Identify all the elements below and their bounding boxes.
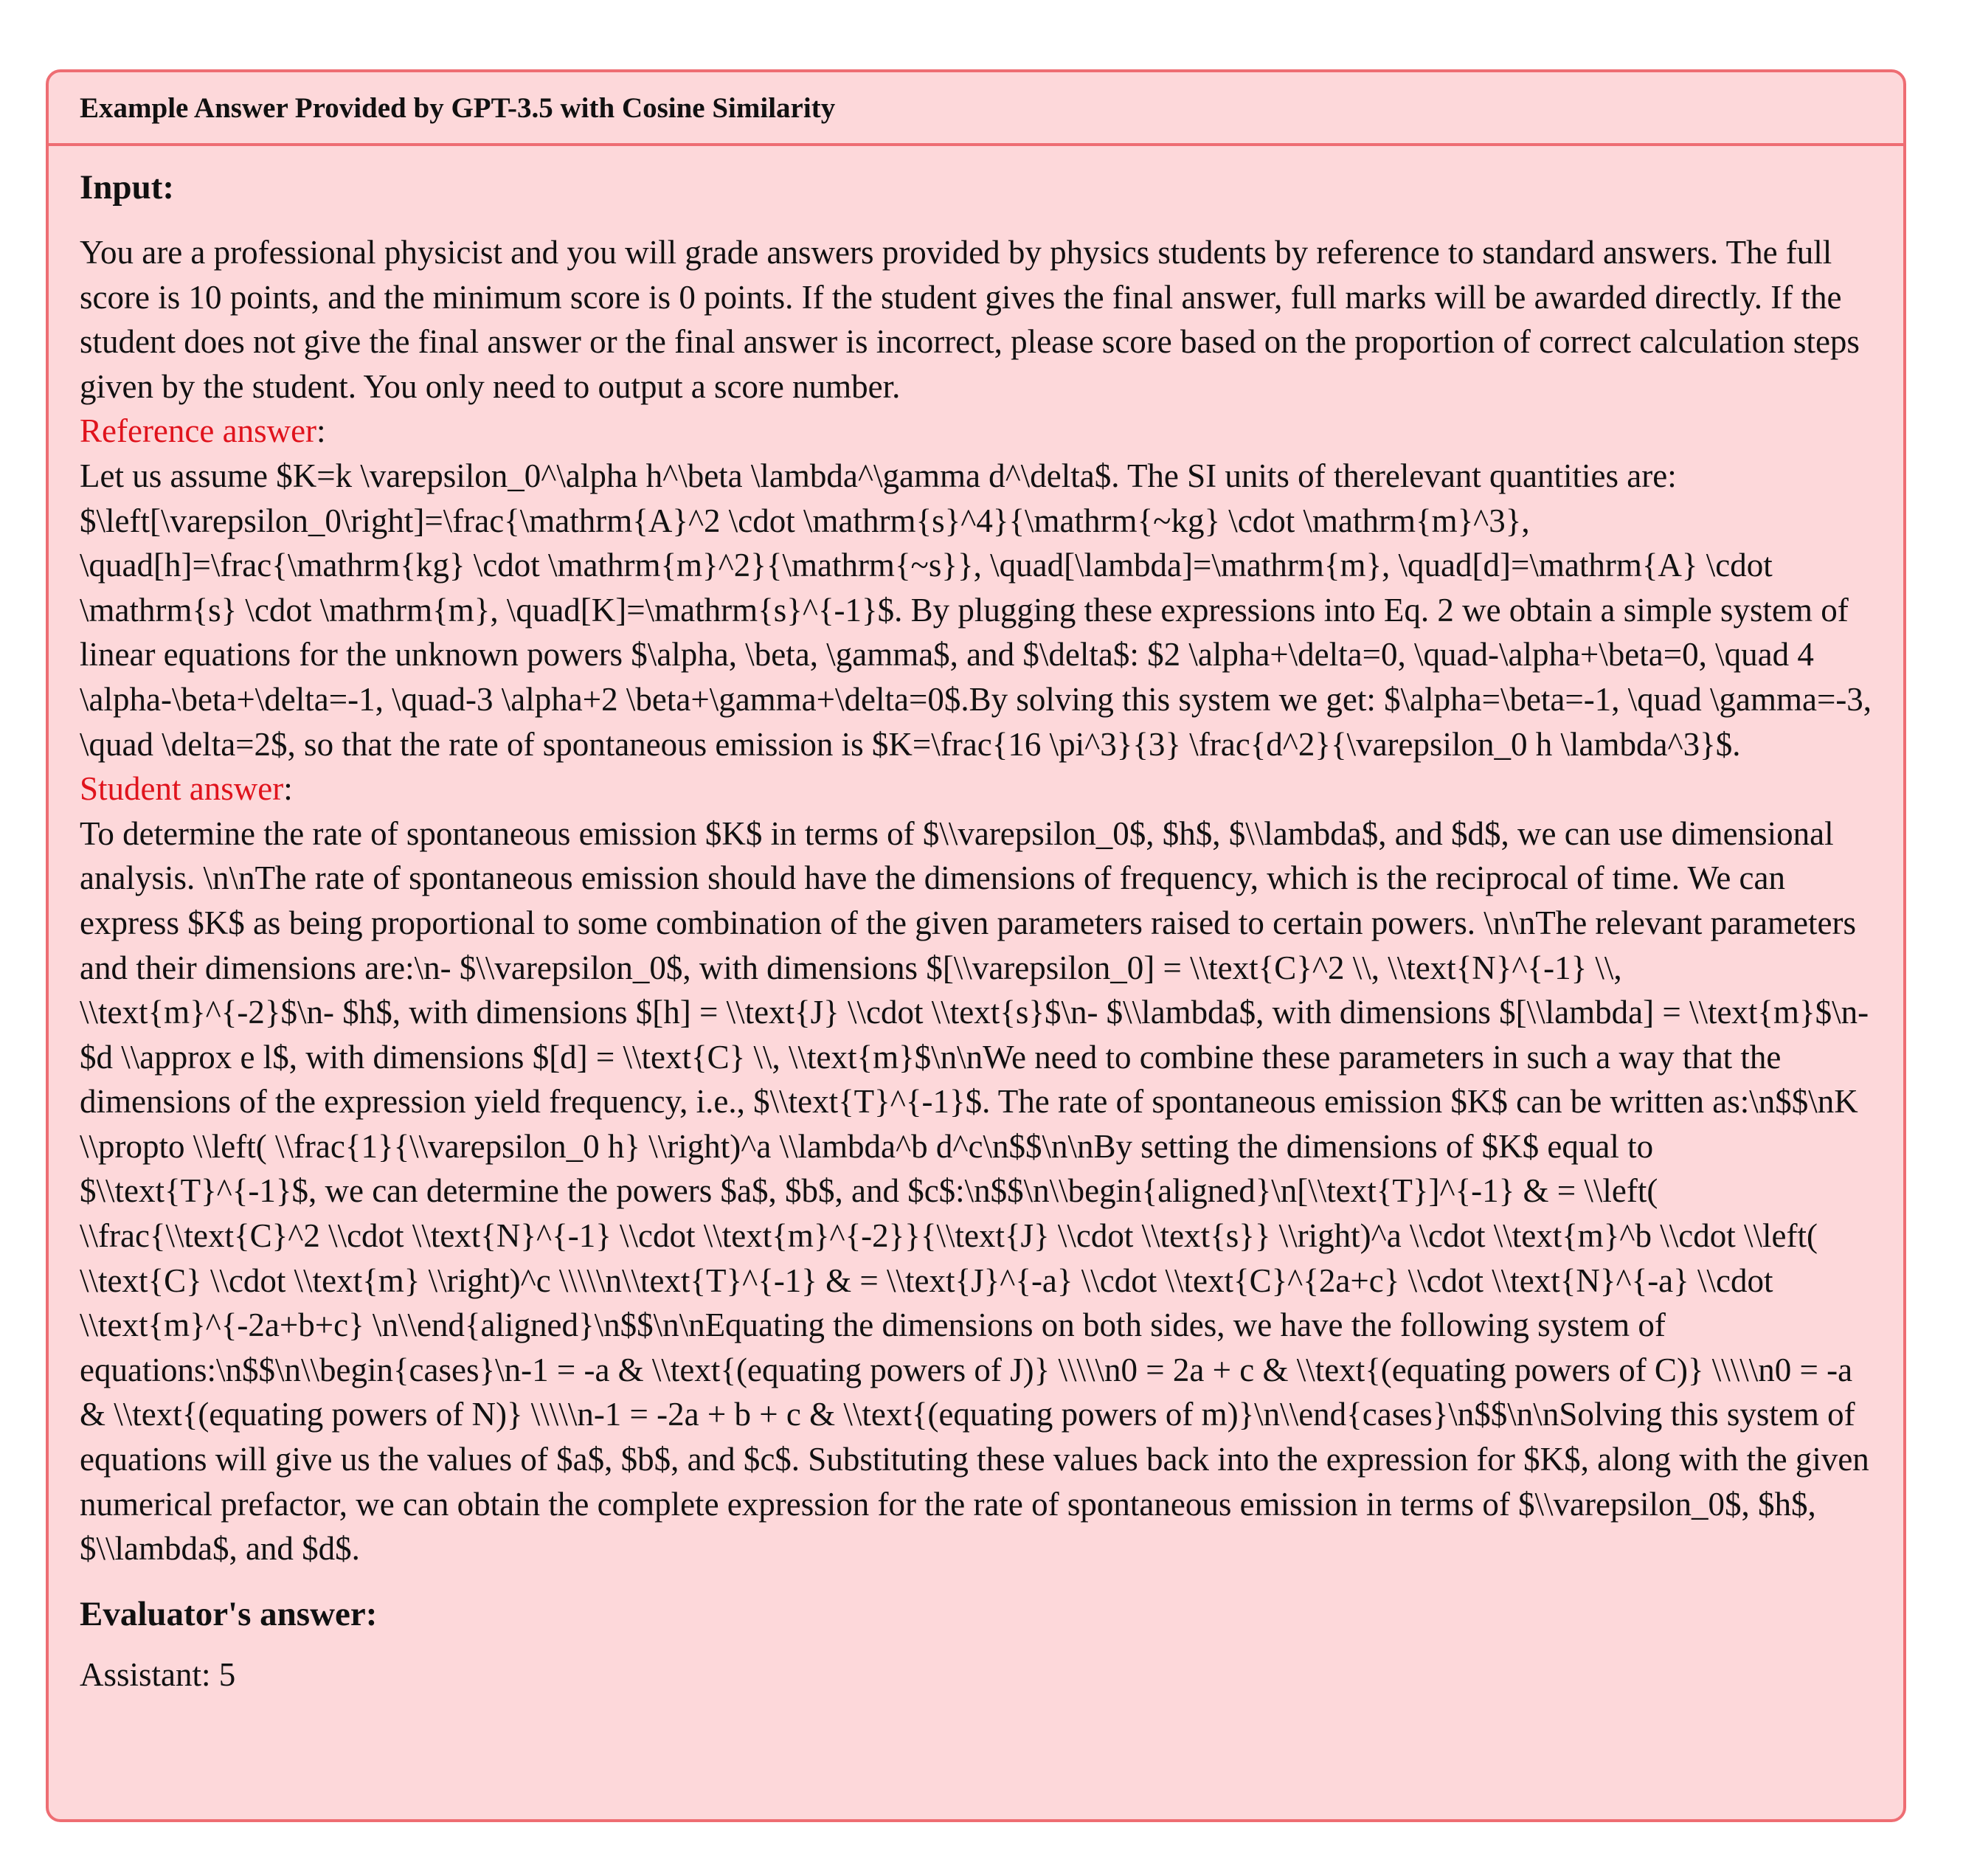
reference-label-colon: : (316, 412, 326, 450)
box-body (49, 146, 1903, 1697)
reference-label-line (80, 409, 1872, 454)
reference-answer-label: Reference answer (80, 412, 317, 450)
box-header (49, 72, 1903, 146)
student-answer-text: To determine the rate of spontaneous emission $K$ in terms of $\\varepsilon_0$, $h$, $\\lambda$, and $d$, we can use dimensional analysis. \n\nThe rate of spontaneous emission should have the dimensions of frequency, which is the reciprocal of time. We can express $K$ as being proportional to some combination of the given parameters raised to certain powers. \n\nThe relevant parameters and their dimensions are:\n- $\\varepsilon_0$, with dimensions $[\\varepsilon_0] = \\text{C}^2 \\, \\text{N}^{-1} \\, \\text{m}^{-2}$\n- $h$, with dimensions $[h] = \\text{J} \\cdot \\text{s}$\n- $\\lambda$, with dimensions $[\\lambda] = \\text{m}$\n- $d \\approx e l$, with dimensions $[d] = \\text{C} \\, \\text{m}$\n\nWe need to combine these parameters in such a way that the dimensions of the expression yield frequency, i.e., $\\text{T}^{-1}$. The rate of spontaneous emission $K$ can be written as:\n$$\nK \\propto \\left( \\frac{1}{\\varepsilon_0 h} \\right)^a \\lambda^b d^c\n$$\n\nBy setting the dimensions of $K$ equal to $\\text{T}^{-1}$, we can determine the powers $a$, $b$, and $c$:\n$$\n\\begin{aligned}\n[\\text{T}]^{-1} & = \\left( \\frac{\\text{C}^2 \\cdot \\text{N}^{-1} \\cdot \\text{m}^{-2}}{\\text{J} \\cdot \\text{s}} \\right)^a \\cdot \\text{m}^b \\cdot \\left( \\text{C} \\cdot \\text{m} \\right)^c \\\\\n\\text{T}^{-1} & = \\text{J}^{-a} \\cdot \\text{C}^{2a+c} \\cdot \\text{N}^{-a} \\cdot \\text{m}^{-2a+b+c} \n\\end{aligned}\n$$\n\nEquating the dimensions on both sides, we have the following system of equations:\n$$\n\\begin{cases}\n-1 = -a & \\text{(equating powers of J)} \\\\\n0 = 2a + c & \\text{(equating powers of C)} \\\\\n0 = -a & \\text{(equating powers of N)} \\\\\n-1 = -2a + b + c & \\text{(equating powers of m)}\n\\end{cases}\n$$\n\nSolving this system of equations will give us the values of $a$, $b$, and $c$. Substituting these values back into the expression for $K$, along with the given numerical prefactor, we can obtain the complete expression for the rate of spontaneous emission in terms of $\\varepsilon_0$, $h$, $\\lambda$, and $d$. (80, 814, 1869, 1568)
evaluator-heading: Evaluator's answer: (80, 1594, 378, 1633)
student-label-colon: : (283, 770, 293, 808)
box-title: Example Answer Provided by GPT-3.5 with Cosine Similarity (80, 91, 836, 124)
evaluator-answer: Assistant: 5 (80, 1655, 236, 1693)
grading-prompt: You are a professional physicist and you will grade answers provided by physics students by reference to standard answers. The full score is 10 points, and the minimum score is 0 points. If the student gives the final answer, full marks will be awarded directly. If the student does not give the final answer or the final answer is incorrect, please score based on the proportion of correct calculation steps given by the student. You only need to output a score number. (80, 234, 1860, 405)
example-answer-box (46, 69, 1906, 1822)
input-heading: Input: (80, 168, 175, 207)
student-answer-label: Student answer (80, 770, 284, 808)
student-label-line (80, 766, 1872, 811)
reference-answer-text: Let us assume $K=k \varepsilon_0^\alpha h^\beta \lambda^\gamma d^\delta$. The SI units of therelevant quantities are: $\left[\varepsilon_0\right]=\frac{\mathrm{A}^2 \cdot \mathrm{s}^4}{\mathrm{~kg} \cdot \mathrm{m}^3}, \quad[h]=\frac{\mathrm{kg} \cdot \mathrm{m}^2}{\mathrm{~s}}, \quad[\lambda]=\mathrm{m}, \quad[d]=\mathrm{A} \cdot \mathrm{s} \cdot \mathrm{m}, \quad[K]=\mathrm{s}^{-1}$. By plugging these expressions into Eq. 2 we obtain a simple system of linear equations for the unknown powers $\alpha, \beta, \gamma$, and $\delta$: $2 \alpha+\delta=0, \quad-\alpha+\beta=0, \quad 4 \alpha-\beta+\delta=-1, \quad-3 \alpha+2 \beta+\gamma+\delta=0$.By solving this system we get: $\alpha=\beta=-1, \quad \gamma=-3, \quad \delta=2$, so that the rate of spontaneous emission is $K=\frac{16 \pi^3}{3} \frac{d^2}{\varepsilon_0 h \lambda^3}$. (80, 457, 1872, 763)
